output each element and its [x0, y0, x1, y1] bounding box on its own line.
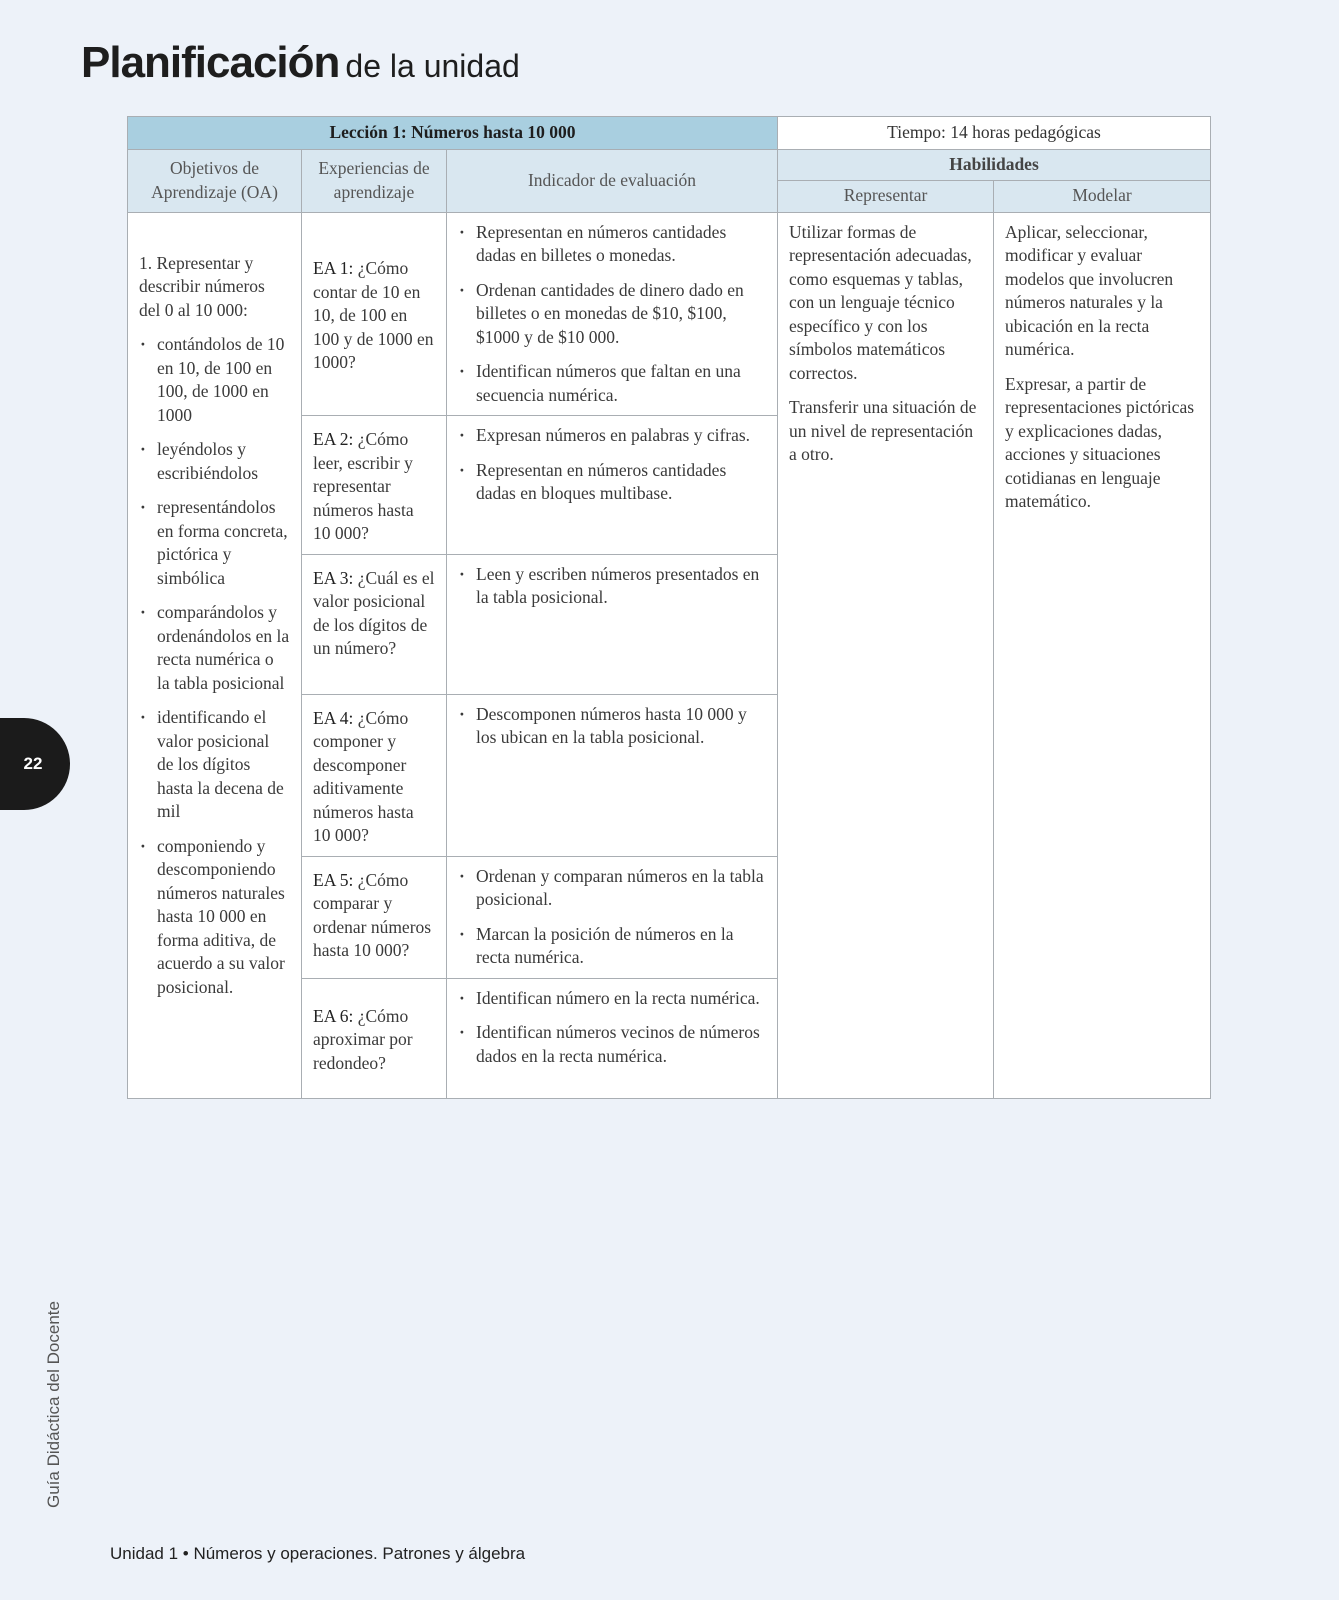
footer-text: Unidad 1 • Números y operaciones. Patrones y álgebra — [110, 1544, 526, 1563]
oa-item: · componiendo y descomponiendo números naturales hasta 10 000 en forma aditiva, de acuerdo a su valor posicional. — [139, 835, 290, 1000]
indicator-cell — [447, 416, 778, 555]
page-title-main: Planificación — [81, 38, 340, 87]
page-number-tab — [0, 718, 70, 810]
model-text: Aplicar, seleccionar, modificar y evaluar modelos que involucren números naturales y la ubicación en la recta numérica. — [1005, 221, 1174, 359]
page-title — [81, 38, 520, 88]
oa-item: · leyéndolos y escribiéndolos — [139, 438, 290, 485]
represent-text: Transferir una situación de un nivel de representación a otro. — [789, 397, 977, 464]
ea-cell — [302, 978, 447, 1098]
indicator-column-header: Indicador de evaluación — [447, 149, 778, 212]
ea-code: EA 6: — [313, 1005, 354, 1026]
ea-question: ¿Cómo contar de 10 en 10, de 100 en 100 y de 1000 en 1000? — [313, 258, 434, 372]
ea-cell — [302, 856, 447, 978]
model-text: Expresar, a partir de representaciones pictóricas y explicaciones dadas, acciones y situaciones cotidianas en lenguaje matemático. — [1005, 373, 1195, 511]
indicator-cell — [447, 856, 778, 978]
oa-item: · comparándolos y ordenándolos en la recta numérica o la tabla posicional — [139, 601, 290, 695]
indicator-item: · Descomponen números hasta 10 000 y los ubican en la tabla posicional. — [458, 703, 766, 750]
indicator-item: · Leen y escriben números presentados en la tabla posicional. — [458, 563, 766, 610]
model-header: Modelar — [994, 180, 1211, 212]
oa-column-header: Objetivos de Aprendizaje (OA) — [128, 149, 302, 212]
ea-code: EA 4: — [313, 707, 354, 728]
indicator-cell — [447, 978, 778, 1098]
time-header: Tiempo: 14 horas pedagógicas — [778, 117, 1211, 150]
oa-item: · contándolos de 10 en 10, de 100 en 100, de 1000 en 1000 — [139, 333, 290, 427]
indicator-item: · Representan en números cantidades dadas en billetes o monedas. — [458, 221, 766, 268]
represent-cell — [778, 212, 994, 1098]
ea-question: ¿Cuál es el valor posicional de los dígitos de un número? — [313, 567, 435, 658]
ea-column-header: Experiencias de aprendizaje — [302, 149, 447, 212]
page-number: 22 — [23, 754, 43, 773]
oa-intro-text: Representar y describir números del 0 al 10 000: — [139, 252, 265, 320]
page-title-rest: de la unidad — [345, 48, 520, 84]
planning-table — [127, 116, 1211, 1099]
oa-list — [139, 333, 290, 999]
oa-intro — [139, 252, 290, 323]
indicator-cell — [447, 212, 778, 416]
ea-question: ¿Cómo leer, escribir y representar números hasta 10 000? — [313, 429, 414, 543]
ea-code: EA 3: — [313, 567, 354, 588]
represent-text: Utilizar formas de representación adecuadas, como esquemas y tablas, con un lenguaje técnico específico y con los símbolos matemáticos correctos. — [789, 221, 972, 383]
lesson-header: Lección 1: Números hasta 10 000 — [128, 117, 778, 150]
ea-question: ¿Cómo componer y descomponer aditivamente números hasta 10 000? — [313, 707, 414, 845]
oa-cell — [128, 212, 302, 1098]
ea-question: ¿Cómo aproximar por redondeo? — [313, 1005, 413, 1073]
indicator-cell — [447, 694, 778, 856]
ea-question: ¿Cómo comparar y ordenar números hasta 10 000? — [313, 869, 432, 960]
ea-cell — [302, 554, 447, 694]
oa-item: · representándolos en forma concreta, pictórica y simbólica — [139, 496, 290, 590]
indicator-item: · Identifican números vecinos de números dados en la recta numérica. — [458, 1021, 766, 1068]
ea-code: EA 2: — [313, 429, 354, 449]
indicator-item: · Identifican número en la recta numérica. — [458, 987, 766, 1011]
indicator-item: · Representan en números cantidades dadas en bloques multibase. — [458, 459, 766, 506]
skills-header: Habilidades — [778, 149, 1211, 180]
represent-header: Representar — [778, 180, 994, 212]
ea-cell — [302, 416, 447, 555]
ea-cell — [302, 694, 447, 856]
indicator-item: · Ordenan y comparan números en la tabla posicional. — [458, 865, 766, 912]
indicator-item: · Ordenan cantidades de dinero dado en billetes o en monedas de $10, $100, $1000 y de $10 000. — [458, 279, 766, 350]
model-cell — [994, 212, 1211, 1098]
indicator-cell — [447, 554, 778, 694]
oa-item: · identificando el valor posicional de los dígitos hasta la decena de mil — [139, 706, 290, 824]
ea-cell — [302, 212, 447, 416]
ea-code: EA 5: — [313, 869, 354, 890]
oa-number: 1. — [139, 252, 153, 273]
indicator-item: · Marcan la posición de números en la recta numérica. — [458, 923, 766, 970]
side-label: Guía Didáctica del Docente — [44, 1301, 63, 1508]
indicator-item: · Expresan números en palabras y cifras. — [458, 424, 766, 448]
indicator-item: · Identifican números que faltan en una secuencia numérica. — [458, 360, 766, 407]
ea-code: EA 1: — [313, 258, 354, 278]
